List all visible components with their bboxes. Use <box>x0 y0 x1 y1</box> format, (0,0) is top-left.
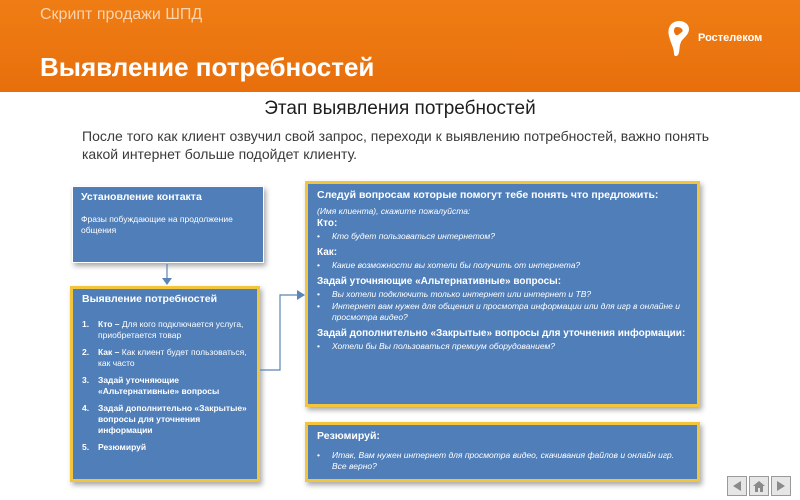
how-list <box>317 260 688 271</box>
step-number: 2. <box>82 347 90 357</box>
step-bold-text: Задай дополнительно «Закрытые» вопросы для уточнения информации <box>98 403 247 435</box>
step-bold-text: Кто – <box>98 319 120 329</box>
alternative-question-item <box>317 289 688 300</box>
header-banner <box>0 0 800 92</box>
alternative-question-item <box>317 301 688 323</box>
needs-step-item <box>82 319 248 341</box>
summary-list <box>317 450 688 472</box>
needs-stage-box <box>70 286 260 482</box>
summary-box-title: Резюмируй: <box>317 430 380 442</box>
summary-item <box>317 450 688 472</box>
step-bold-text: Задай уточняющие «Альтернативные» вопросы <box>98 375 220 396</box>
summary-text: Итак, Вам нужен интернет для просмотра видео, скачивания файлов и онлайн игр. Все верно? <box>332 450 675 471</box>
bullet-icon: • <box>317 301 320 311</box>
step-number: 1. <box>82 319 90 329</box>
question-text: Хотели бы Вы пользоваться премиум оборудованием? <box>332 341 556 351</box>
bullet-icon: • <box>317 341 320 351</box>
who-item <box>317 231 688 242</box>
down-arrow-icon <box>160 264 174 286</box>
logo-text: Ростелеком <box>698 32 763 44</box>
contact-box-title: Установление контакта <box>81 191 202 203</box>
how-label: Как: <box>317 247 338 258</box>
question-text: Интернет вам нужен для общения и просмотра информации или для игр в онлайне и просмотра видео? <box>332 301 680 322</box>
step-number: 4. <box>82 403 90 413</box>
elbow-arrow-icon <box>260 285 306 371</box>
bullet-icon: • <box>317 231 320 241</box>
contact-box-text: Фразы побуждающие на продолжение общения <box>81 214 233 235</box>
stage-title: Этап выявления потребностей <box>264 98 536 119</box>
question-text: Вы хотели подключить только интернет или интернет и ТВ? <box>332 289 592 299</box>
alternative-questions-label: Задай уточняющие «Альтернативные» вопросы: <box>317 276 562 287</box>
how-item <box>317 260 688 271</box>
needs-steps-list <box>82 319 248 453</box>
question-text: Кто будет пользоваться интернетом? <box>332 231 495 241</box>
step-bold-text: Резюмируй <box>98 442 147 452</box>
step-number: 3. <box>82 375 90 385</box>
page-title: Выявление потребностей <box>40 52 375 82</box>
bullet-icon: • <box>317 260 320 270</box>
contact-stage-box <box>72 186 264 263</box>
step-text: Для кого подключается услуга, приобретается товар <box>98 319 244 340</box>
needs-step-item <box>82 442 248 453</box>
questions-box <box>305 181 700 407</box>
who-list <box>317 231 688 242</box>
needs-step-item <box>82 375 248 397</box>
next-slide-button[interactable] <box>771 476 791 496</box>
closed-questions-label: Задай дополнительно «Закрытые» вопросы для уточнения информации: <box>317 328 686 339</box>
slide-navigation <box>727 476 791 496</box>
home-button[interactable] <box>749 476 769 496</box>
bullet-icon: • <box>317 450 320 460</box>
summary-box <box>305 422 700 482</box>
needs-box-title: Выявление потребностей <box>82 293 218 305</box>
questions-lead: (Имя клиента), скажите пожалуйста: <box>317 206 471 216</box>
questions-box-title: Следуй вопросам которые помогут тебе понять что предложить: <box>317 189 659 201</box>
rostelecom-logo-icon <box>662 18 696 58</box>
bullet-icon: • <box>317 289 320 299</box>
closed-question-item <box>317 341 688 352</box>
step-text: Как клиент будет пользоваться, как часто <box>98 347 247 368</box>
who-label: Кто: <box>317 218 338 229</box>
step-bold-text: Как – <box>98 347 120 357</box>
script-title: Скрипт продажи ШПД <box>40 6 203 23</box>
right-arrow-icon <box>775 480 787 492</box>
intro-text: После того как клиент озвучил свой запрос, переходи к выявлению потребностей, важно понять какой интернет больше подойдет клиенту. <box>82 128 710 162</box>
step-number: 5. <box>82 442 90 452</box>
needs-step-item <box>82 347 248 369</box>
needs-step-item <box>82 403 248 436</box>
previous-slide-button[interactable] <box>727 476 747 496</box>
home-icon <box>752 480 766 493</box>
brand-logo <box>662 18 792 58</box>
alternative-questions-list <box>317 289 688 323</box>
closed-questions-list <box>317 341 688 352</box>
left-arrow-icon <box>731 480 743 492</box>
question-text: Какие возможности вы хотели бы получить от интернета? <box>332 260 581 270</box>
